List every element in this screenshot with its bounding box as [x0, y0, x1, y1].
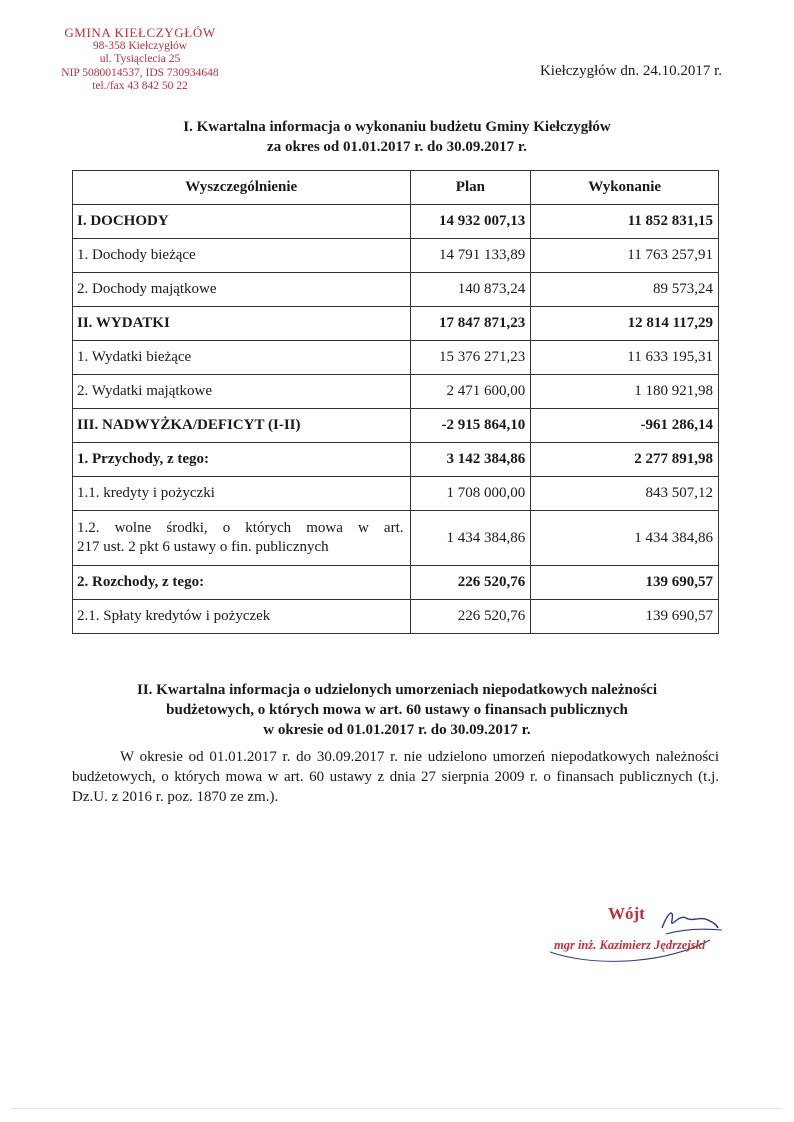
row-label-line2: 217 ust. 2 pkt 6 ustawy o fin. publicznych [77, 539, 329, 555]
row-wykonanie: 11 852 831,15 [531, 205, 719, 239]
row-label: 1. Przychody, z tego: [73, 443, 411, 477]
row-label: 2. Wydatki majątkowe [73, 375, 411, 409]
table-row [73, 600, 719, 634]
section2-heading [0, 680, 794, 740]
row-wykonanie: 11 633 195,31 [531, 341, 719, 375]
row-label: 2. Dochody majątkowe [73, 273, 411, 307]
row-label-line1: 1.2. wolne środki, o których mowa w art. [77, 520, 404, 536]
row-label: 2.1. Spłaty kredytów i pożyczek [73, 600, 411, 634]
table-row [73, 341, 719, 375]
row-plan: 140 873,24 [410, 273, 531, 307]
row-label [73, 511, 411, 566]
row-label: 1.1. kredyty i pożyczki [73, 477, 411, 511]
section2-title-line2: budżetowych, o których mowa w art. 60 ustawy o finansach publicznych [166, 702, 628, 718]
document-date: Kiełczygłów dn. 24.10.2017 r. [539, 63, 722, 79]
table-row [73, 205, 719, 239]
section2-title-line3: w okresie od 01.01.2017 r. do 30.09.2017 r. [263, 722, 531, 738]
header-wykonanie: Wykonanie [531, 171, 719, 205]
table-row [73, 273, 719, 307]
stamp-street: ul. Tysiąclecia 25 [99, 53, 181, 65]
municipality-stamp [40, 26, 240, 94]
table-row [73, 443, 719, 477]
section2-title-line1: II. Kwartalna informacja o udzielonych umorzeniach niepodatkowych należności [137, 682, 657, 698]
row-wykonanie: 1 180 921,98 [531, 375, 719, 409]
section1-title-line2: za okres od 01.01.2017 r. do 30.09.2017 r. [267, 139, 527, 155]
row-wykonanie: 11 763 257,91 [531, 239, 719, 273]
stamp-ids: NIP 5080014537, IDS 730934648 [61, 66, 219, 79]
table-row [73, 307, 719, 341]
row-wykonanie: -961 286,14 [531, 409, 719, 443]
row-plan: 14 791 133,89 [410, 239, 531, 273]
signature-name: mgr inż. Kazimierz Jędrzejski [554, 938, 706, 952]
row-wykonanie: 89 573,24 [531, 273, 719, 307]
table-row [73, 566, 719, 600]
stamp-postal: 98-358 Kiełczygłów [92, 39, 188, 52]
row-wykonanie: 843 507,12 [531, 477, 719, 511]
row-label: 1. Wydatki bieżące [73, 341, 411, 375]
row-plan: 3 142 384,86 [410, 443, 531, 477]
row-plan: 226 520,76 [410, 566, 531, 600]
row-plan: 15 376 271,23 [410, 341, 531, 375]
row-wykonanie: 2 277 891,98 [531, 443, 719, 477]
row-plan: 17 847 871,23 [410, 307, 531, 341]
row-plan: 2 471 600,00 [410, 375, 531, 409]
table-header-row [73, 171, 719, 205]
row-label: 2. Rozchody, z tego: [73, 566, 411, 600]
row-wykonanie: 139 690,57 [531, 600, 719, 634]
table-row [73, 511, 719, 566]
row-wykonanie: 12 814 117,29 [531, 307, 719, 341]
row-plan: 1 434 384,86 [410, 511, 531, 566]
signature-block [550, 900, 730, 975]
signature-title: Wójt [608, 904, 645, 923]
table-row [73, 409, 719, 443]
row-plan: -2 915 864,10 [410, 409, 531, 443]
header-wyszczegolnienie: Wyszczególnienie [73, 171, 411, 205]
header-plan: Plan [410, 171, 531, 205]
row-label: II. WYDATKI [73, 307, 411, 341]
row-plan: 14 932 007,13 [410, 205, 531, 239]
page-footer-divider [12, 1108, 782, 1109]
row-label: 1. Dochody bieżące [73, 239, 411, 273]
row-label: I. DOCHODY [73, 205, 411, 239]
table-row [73, 477, 719, 511]
section2-paragraph: W okresie od 01.01.2017 r. do 30.09.2017 r. nie udzielono umorzeń niepodatkowych należności budżetowych, o których mowa w art. 60 ustawy z dnia 27 sierpnia 2009 r. o finansach publicznych (t.j. Dz.U. z 2016 r. poz. 1870 ze zm.). [72, 749, 719, 805]
section1-heading [0, 117, 794, 157]
section1-title-line1: I. Kwartalna informacja o wykonaniu budżetu Gminy Kiełczygłów [183, 119, 611, 135]
budget-table [72, 170, 719, 634]
stamp-name: GMINA KIEŁCZYGŁÓW [64, 25, 216, 40]
table-row [73, 375, 719, 409]
row-plan: 226 520,76 [410, 600, 531, 634]
stamp-phone: tel./fax 43 842 50 22 [92, 80, 188, 92]
row-wykonanie: 1 434 384,86 [531, 511, 719, 566]
row-label: III. NADWYŻKA/DEFICYT (I-II) [73, 409, 411, 443]
row-wykonanie: 139 690,57 [531, 566, 719, 600]
row-plan: 1 708 000,00 [410, 477, 531, 511]
table-row [73, 239, 719, 273]
